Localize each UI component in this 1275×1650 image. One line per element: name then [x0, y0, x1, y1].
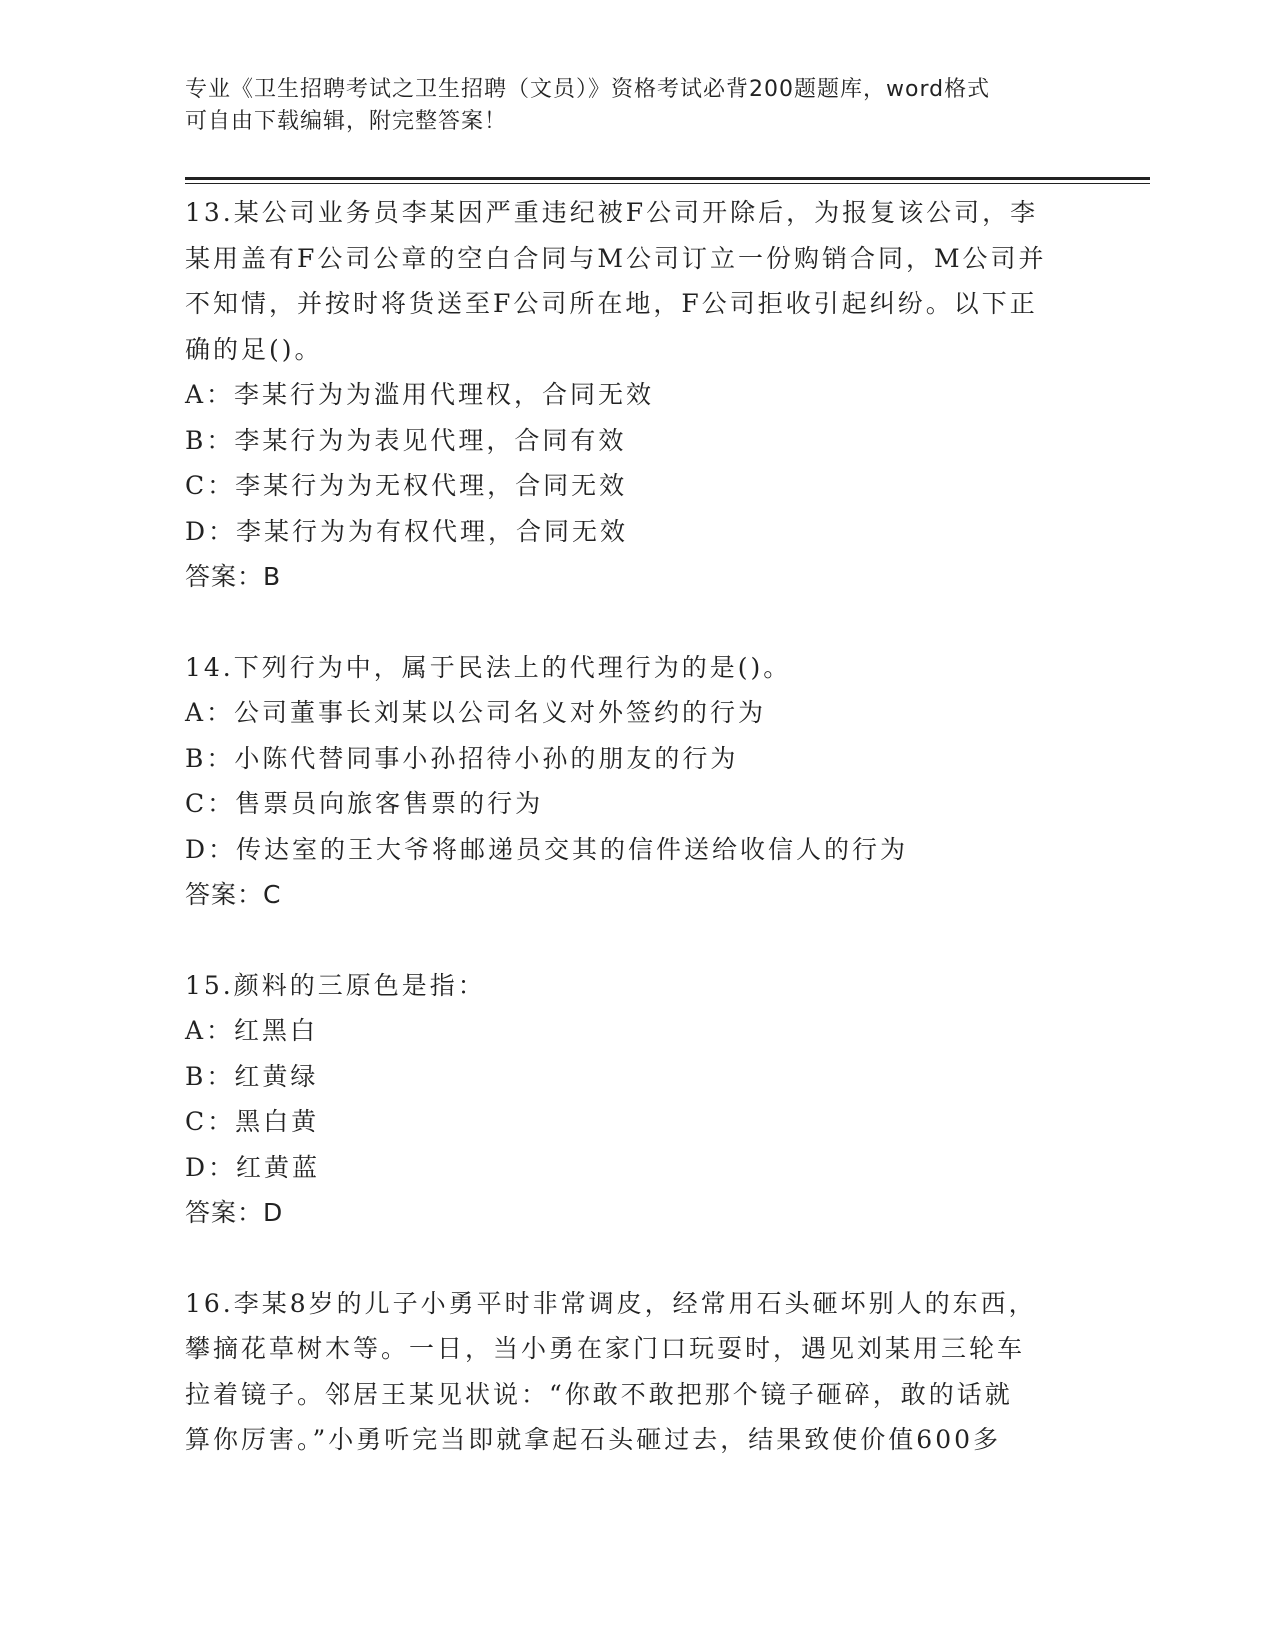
question-15: [185, 963, 1085, 1236]
answer: 答案：B: [185, 562, 282, 591]
question-text-line: 确的足()。: [185, 334, 323, 364]
question-16: [185, 1281, 1085, 1463]
option-c: C：李某行为为无权代理，合同无效: [185, 471, 628, 500]
question-text-line: 16.李某8岁的儿子小勇平时非常调皮，经常用石头砸坏别人的东西，: [185, 1288, 1037, 1318]
question-text-line: 15.颜料的三原色是指：: [185, 970, 486, 1000]
question-text-line: 14.下列行为中，属于民法上的代理行为的是()。: [185, 652, 792, 682]
header-line-1: 专业《卫生招聘考试之卫生招聘（文员）》资格考试必背200题题库，word格式: [185, 77, 991, 102]
question-text-line: 拉着镜子。邻居王某见状说：“你敢不敢把那个镜子砸碎，敢的话就: [185, 1379, 1013, 1409]
header-line-2: 可自由下载编辑，附完整答案！: [185, 109, 508, 134]
header-divider-thin: [185, 183, 1150, 184]
spacer: [185, 918, 1085, 963]
option-b: B：红黄绿: [185, 1061, 319, 1091]
option-c: C：售票员向旅客售票的行为: [185, 789, 544, 818]
question-text-line: 13.某公司业务员李某因严重违纪被F公司开除后，为报复该公司，李: [185, 198, 1039, 227]
question-text-line: 不知情，并按时将货送至F公司所在地，F公司拒收引起纠纷。以下正: [185, 289, 1038, 318]
question-text-line: 攀摘花草树木等。一日，当小勇在家门口玩耍时，遇见刘某用三轮车: [185, 1334, 1026, 1363]
option-b: B：小陈代替同事小孙招待小孙的朋友的行为: [185, 743, 739, 773]
option-a: A：公司董事长刘某以公司名义对外签约的行为: [185, 698, 767, 727]
question-14: [185, 645, 1085, 918]
answer: 答案：C: [185, 880, 282, 909]
document-header: [185, 74, 1065, 138]
question-list: [185, 190, 1085, 1463]
header-divider-thick: [185, 177, 1150, 180]
option-d: D：李某行为为有权代理，合同无效: [185, 516, 629, 546]
question-text-line: 某用盖有F公司公章的空白合同与M公司订立一份购销合同，M公司并: [185, 243, 1047, 273]
spacer: [185, 600, 1085, 645]
option-d: D：红黄蓝: [185, 1152, 321, 1182]
option-d: D：传达室的王大爷将邮递员交其的信件送给收信人的行为: [185, 834, 909, 864]
option-a: A：红黑白: [185, 1016, 319, 1045]
question-13: [185, 190, 1085, 600]
spacer: [185, 1236, 1085, 1281]
question-text-line: 算你厉害。”小勇听完当即就拿起石头砸过去，结果致使价值600多: [185, 1425, 1002, 1454]
option-b: B：李某行为为表见代理，合同有效: [185, 425, 627, 455]
option-a: A：李某行为为滥用代理权，合同无效: [185, 380, 655, 409]
answer: 答案：D: [185, 1198, 284, 1227]
option-c: C：黑白黄: [185, 1107, 320, 1136]
